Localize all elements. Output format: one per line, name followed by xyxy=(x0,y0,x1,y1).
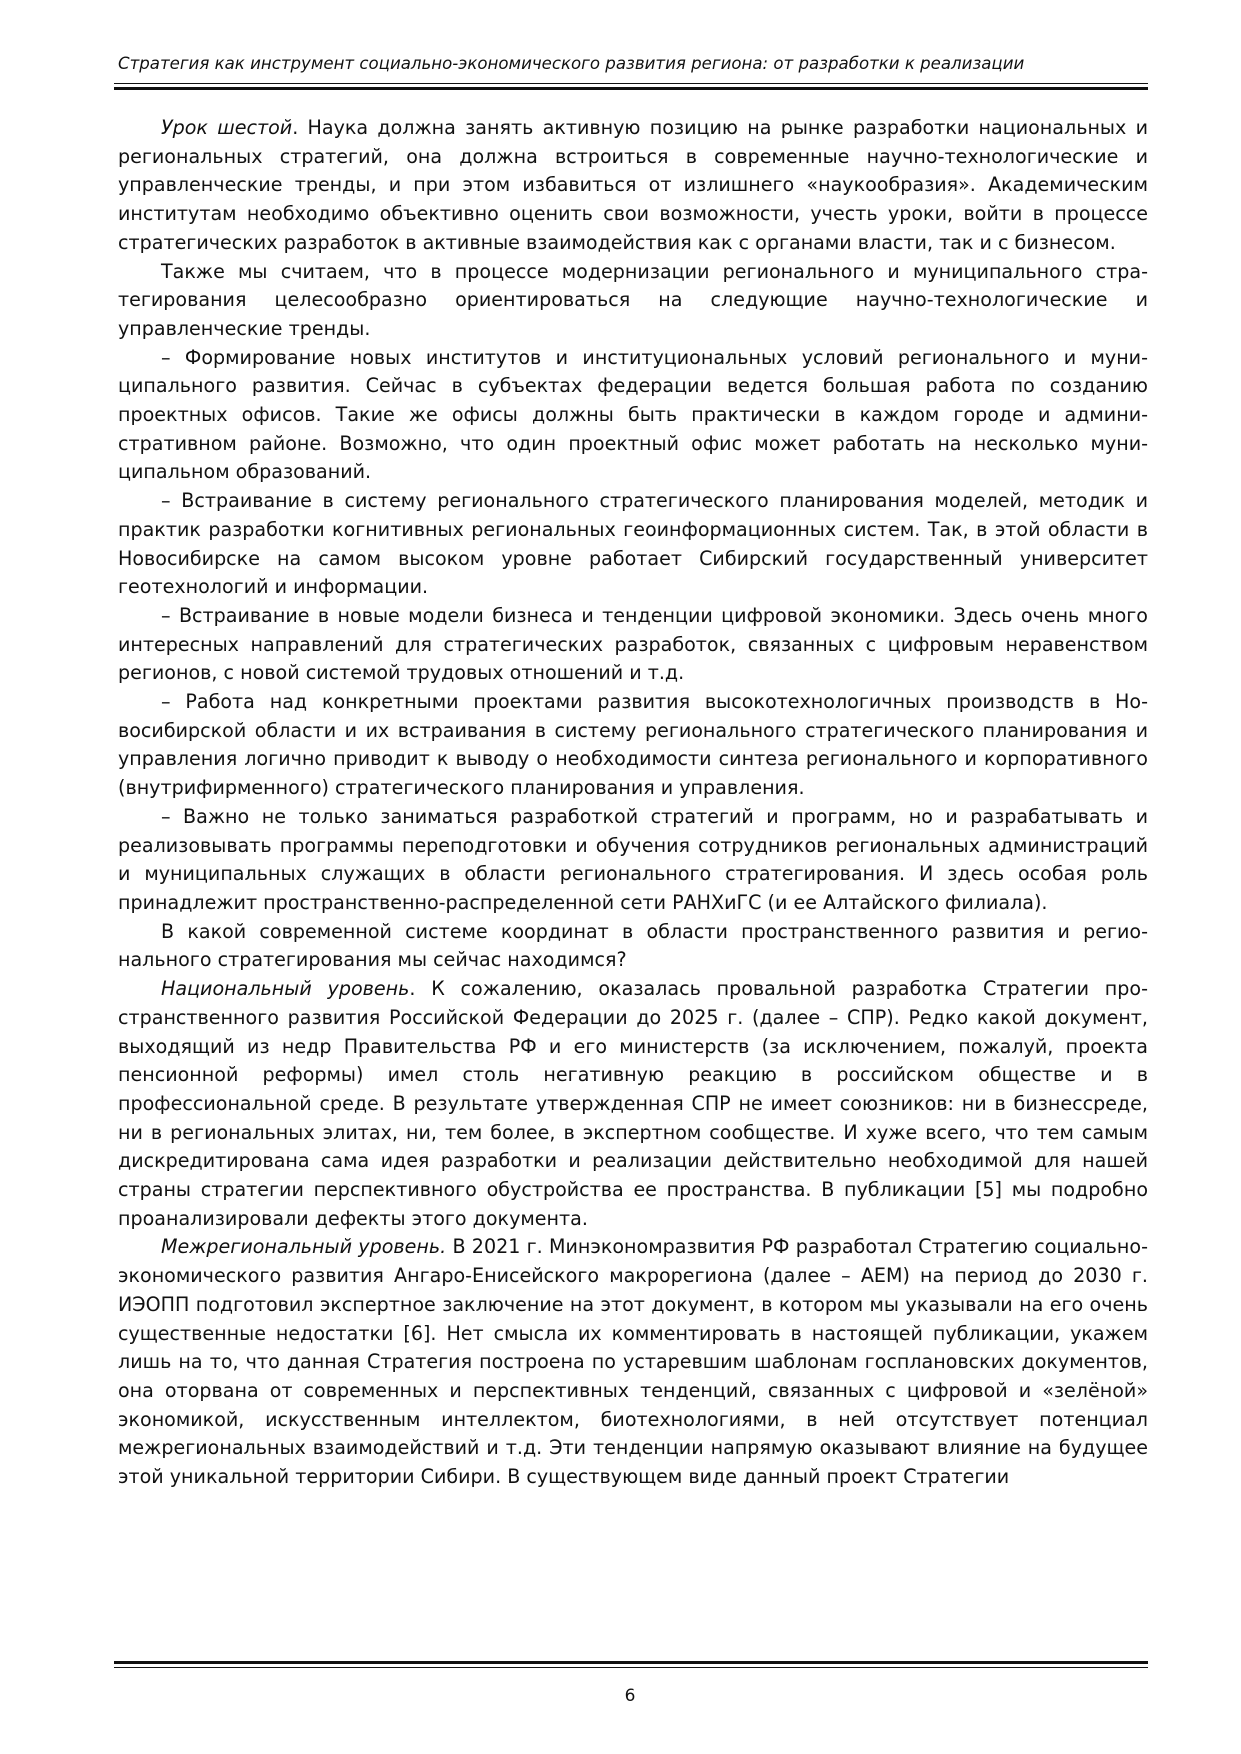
paragraph: – Важно не только заниматься разработкой стратегий и программ, но и разрабатывать и реализовывать программы переподготовки и обучения сотрудников региональных администраций и муниципальных служащих в области регионального стратегирования. И здесь особая роль принадлежит пространственно-распределенной сети РАНХиГС (и ее Алтайского филиала). xyxy=(118,804,1148,914)
paragraph: Межрегиональный уровень. В 2021 г. Минэкономразвития РФ разработал Стратегию социально-экономического развития Ангаро-Енисейского макрорегиона (далее – АЕМ) на период до 2030 г. ИЭОПП подготовил экспертное заключение на этот документ, в котором мы указывали на его очень существенные недостатки [6]. Нет смысла их комментировать в настоящей публикации, укажем лишь на то, что данная Стратегия построена по устаревшим шаблонам госплановских документов, она оторвана от современных и перспективных тенденций, связанных с цифровой и «зелёной» экономикой, искусственным интеллектом, биотехнологиями, в ней отсутствует потенциал межрегиональных взаимодействий и т.д. Эти тенденции напрямую оказывают влияние на будущее этой уникальной территории Сибири. В существующем виде данный проект Стратегии xyxy=(118,1235,1148,1489)
paragraph: – Работа над конкретными проектами развития высокотехнологичных производств в Новосибирской области и их встраивания в систему регионального стратегического планирования и управления логично приводит к выводу о необходимости синтеза регионального и корпоративного (внутрифирменного) стратегического планирования и управления. xyxy=(118,690,1148,800)
paragraph-lead: Национальный уровень xyxy=(161,977,410,1001)
body-text xyxy=(118,114,1148,1492)
footer-rule-thin xyxy=(114,1667,1148,1668)
header-rule-thick xyxy=(114,87,1148,90)
footer-rule-thick xyxy=(114,1661,1148,1664)
page-number: 6 xyxy=(624,1686,636,1706)
header-rule-thin xyxy=(114,83,1148,84)
paragraph: – Встраивание в систему регионального стратегического планирования моделей, методик и практик разработки когнитивных региональных геоинформационных систем. Так, в этой области в Новосибирске на самом высоком уровне работает Сибирский государственный университет геотехнологий и информации. xyxy=(118,489,1148,599)
paragraph-lead: Межрегиональный уровень. xyxy=(161,1235,447,1259)
running-header: Стратегия как инструмент социально-экономического развития региона: от разработки к реализации xyxy=(118,54,1025,73)
paragraph: Национальный уровень. К сожалению, оказалась провальной разработка Стратегии пространственного развития Российской Федерации до 2025 г. (далее – СПР). Редко какой документ, выходящий из недр Правительства РФ и его министерств (за исключением, пожалуй, проекта пенсионной реформы) имел столь негативную реакцию в российском обществе и в профессиональной среде. В результате утвержденная СПР не имеет союзников: ни в бизнессреде, ни в региональных элитах, ни, тем более, в экспертном сообществе. И хуже всего, что тем самым дискредитирована сама идея разработки и реализации действительно необходимой для нашей страны стратегии перспективного обустройства ее пространства. В публикации [5] мы подробно проанализировали дефекты этого документа. xyxy=(118,977,1148,1230)
paragraph: – Формирование новых институтов и институциональных условий регионального и муниципального развития. Сейчас в субъектах федерации ведется большая работа по созданию проектных офисов. Такие же офисы должны быть практически в каждом городе и административном районе. Возможно, что один проектный офис может работать на несколько муниципальном образований. xyxy=(118,345,1148,484)
paragraph-lead: Урок шестой xyxy=(161,116,293,139)
paragraph: – Встраивание в новые модели бизнеса и тенденции цифровой экономики. Здесь очень много интересных направлений для стратегических разработок, связанных с цифровым неравенством регионов, с новой системой трудовых отношений и т.д. xyxy=(118,603,1148,685)
paragraph: Урок шестой. Наука должна занять активную позицию на рынке разработки национальных и региональных стратегий, она должна встроиться в современные научно-технологические и управленческие тренды, и при этом избавиться от излишнего «наукообразия». Академическим институтам необходимо объективно оценить свои возможности, учесть уроки, войти в процессе стратегических разработок в активные взаимодействия как с органами власти, так и с бизнесом. xyxy=(118,116,1148,254)
paragraph: Также мы считаем, что в процессе модернизации регионального и муниципального стратегирования целесообразно ориентироваться на следующие научно-технологические и управленческие тренды. xyxy=(118,259,1148,340)
paragraph: В какой современной системе координат в области пространственного развития и регионального стратегирования мы сейчас находимся? xyxy=(118,919,1148,972)
